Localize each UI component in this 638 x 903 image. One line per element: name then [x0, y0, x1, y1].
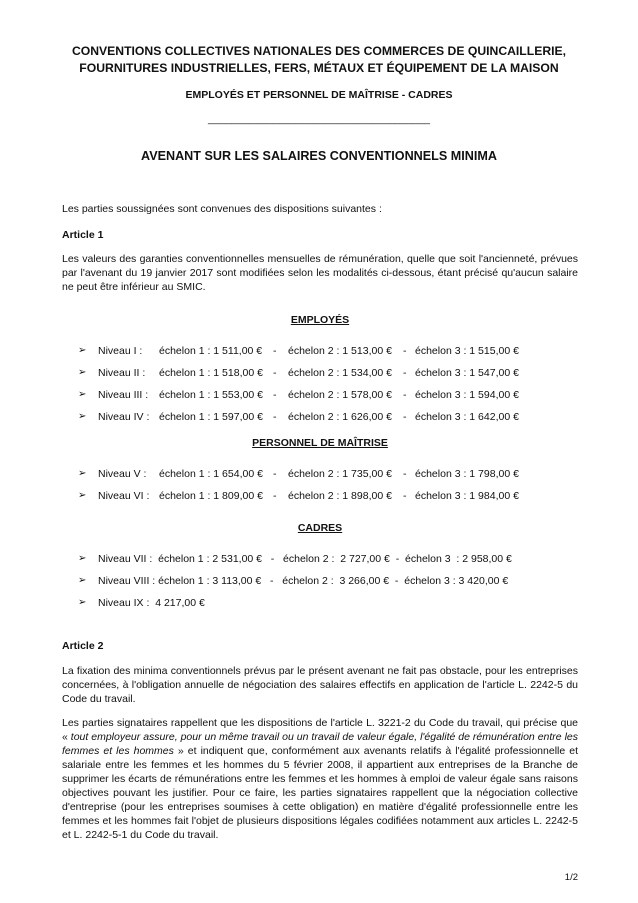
intro-text: Les parties soussignées sont convenues des dispositions suivantes :: [62, 203, 382, 215]
echelon-3: échelon 3 : 1 642,00 €: [415, 411, 519, 423]
dash: -: [273, 468, 277, 480]
echelon-2: échelon 2 : 1 534,00 €: [288, 367, 392, 379]
niveau-label: Niveau VI :: [98, 490, 150, 502]
cadres-heading: CADRES: [297, 522, 343, 534]
article-2-para-1: La fixation des minima conventionnels prévus par le présent avenant ne fait pas obstacle, pour les entreprises concernées, à l'obligation annuelle de négociation des salaires effectifs en application de l'article L. 2242-5 du Code du travail.: [62, 665, 578, 705]
echelon-1: échelon 1 : 1 809,00 €: [159, 490, 263, 502]
arrow-bullet-icon: ➢: [78, 389, 87, 400]
niveau-label: Niveau III :: [98, 389, 149, 401]
arrow-bullet-icon: ➢: [78, 367, 87, 378]
para-2-end: » et indiquent que, conformément aux avenants relatifs à l'égalité professionnelle et salariale entre les femmes et les hommes du 5 février 2008, il appartient aux entreprises de la Branche de supprimer les écarts de rémunérations entre les femmes et les hommes à emploi de valeur égale sans raisons objectives pouvant les justifier. Pour ce faire, les parties signataires rappellent que la négociation collective d'entreprise (pour les entreprises soumises à cette obligation) en matière d'égalité professionnelle entre les femmes et les hommes fait l'objet de plusieurs dispositions légales codifiées notamment aux articles L. 2242-5 et L. 2242-5-1 du Code du travail.: [62, 745, 578, 841]
dash: -: [273, 345, 277, 357]
echelon-2: échelon 2 : 1 735,00 €: [288, 468, 392, 480]
echelon-3: échelon 3 : 1 515,00 €: [415, 345, 519, 357]
cadres-row-text: Niveau IX : 4 217,00 €: [98, 597, 205, 609]
echelon-1: échelon 1 : 1 518,00 €: [159, 367, 263, 379]
echelon-1: échelon 1 : 1 511,00 €: [159, 345, 263, 357]
echelon-3: échelon 3 : 1 594,00 €: [415, 389, 519, 401]
niveau-label: Niveau I :: [98, 345, 143, 357]
separator-line: ______________________________________: [208, 113, 430, 125]
arrow-bullet-icon: ➢: [78, 553, 87, 564]
para-2-quote: tout employeur assure, pour un même travail ou un travail de valeur égale, l'égalité de rémunération entre les femmes et les hommes: [62, 731, 578, 757]
echelon-1: échelon 1 : 1 553,00 €: [159, 389, 263, 401]
dash: -: [273, 490, 277, 502]
arrow-bullet-icon: ➢: [78, 575, 87, 586]
cadres-row-text: Niveau VII : échelon 1 : 2 531,00 € - échelon 2 : 2 727,00 € - échelon 3 : 2 958,00 €: [98, 553, 512, 565]
arrow-bullet-icon: ➢: [78, 411, 87, 422]
niveau-label: Niveau IV :: [98, 411, 150, 423]
arrow-bullet-icon: ➢: [78, 490, 87, 501]
dash: -: [273, 367, 277, 379]
article-1-heading: Article 1: [62, 229, 104, 241]
cadres-row-text: Niveau VIII : échelon 1 : 3 113,00 € - échelon 2 : 3 266,00 € - échelon 3 : 3 420,00 €: [98, 575, 509, 587]
echelon-2: échelon 2 : 1 898,00 €: [288, 490, 392, 502]
echelon-2: échelon 2 : 1 513,00 €: [288, 345, 392, 357]
echelon-3: échelon 3 : 1 798,00 €: [415, 468, 519, 480]
document-subtitle: EMPLOYÉS ET PERSONNEL DE MAÎTRISE - CADRES: [185, 89, 453, 101]
page-number: 1/2: [564, 872, 578, 883]
echelon-2: échelon 2 : 1 578,00 €: [288, 389, 392, 401]
echelon-3: échelon 3 : 1 547,00 €: [415, 367, 519, 379]
para-2-start: Les parties signataires rappellent que les dispositions de l'article L. 3221-2 du Code du travail, qui précise que «: [62, 717, 578, 743]
dash: -: [403, 367, 407, 379]
arrow-bullet-icon: ➢: [78, 345, 87, 356]
echelon-3: échelon 3 : 1 984,00 €: [415, 490, 519, 502]
echelon-1: échelon 1 : 1 654,00 €: [159, 468, 263, 480]
echelon-2: échelon 2 : 1 626,00 €: [288, 411, 392, 423]
employes-heading: EMPLOYÉS: [290, 314, 350, 326]
maitrise-heading: PERSONNEL DE MAÎTRISE: [252, 437, 388, 449]
article-2-para-2: [62, 716, 578, 842]
dash: -: [403, 468, 407, 480]
echelon-1: échelon 1 : 1 597,00 €: [159, 411, 263, 423]
article-1-text: Les valeurs des garanties conventionnelles mensuelles de rémunération, quelle que soit l'ancienneté, prévues par l'avenant du 19 janvier 2017 sont modifiées selon les modalités ci-dessous, étant précisé qu'aucun salaire ne peut être inférieur au SMIC.: [62, 253, 578, 293]
document-title: [40, 43, 598, 77]
dash: -: [403, 389, 407, 401]
niveau-label: Niveau V :: [98, 468, 147, 480]
title-line-1: CONVENTIONS COLLECTIVES NATIONALES DES COMMERCES DE QUINCAILLERIE,: [71, 44, 567, 58]
dash: -: [403, 411, 407, 423]
niveau-label: Niveau II :: [98, 367, 146, 379]
dash: -: [273, 411, 277, 423]
arrow-bullet-icon: ➢: [78, 597, 87, 608]
article-2-heading: Article 2: [62, 640, 104, 652]
title-line-2: FOURNITURES INDUSTRIELLES, FERS, MÉTAUX ET ÉQUIPEMENT DE LA MAISON: [79, 61, 559, 75]
arrow-bullet-icon: ➢: [78, 468, 87, 479]
avenant-title: AVENANT SUR LES SALAIRES CONVENTIONNELS MINIMA: [141, 149, 497, 163]
dash: -: [403, 490, 407, 502]
dash: -: [403, 345, 407, 357]
dash: -: [273, 389, 277, 401]
